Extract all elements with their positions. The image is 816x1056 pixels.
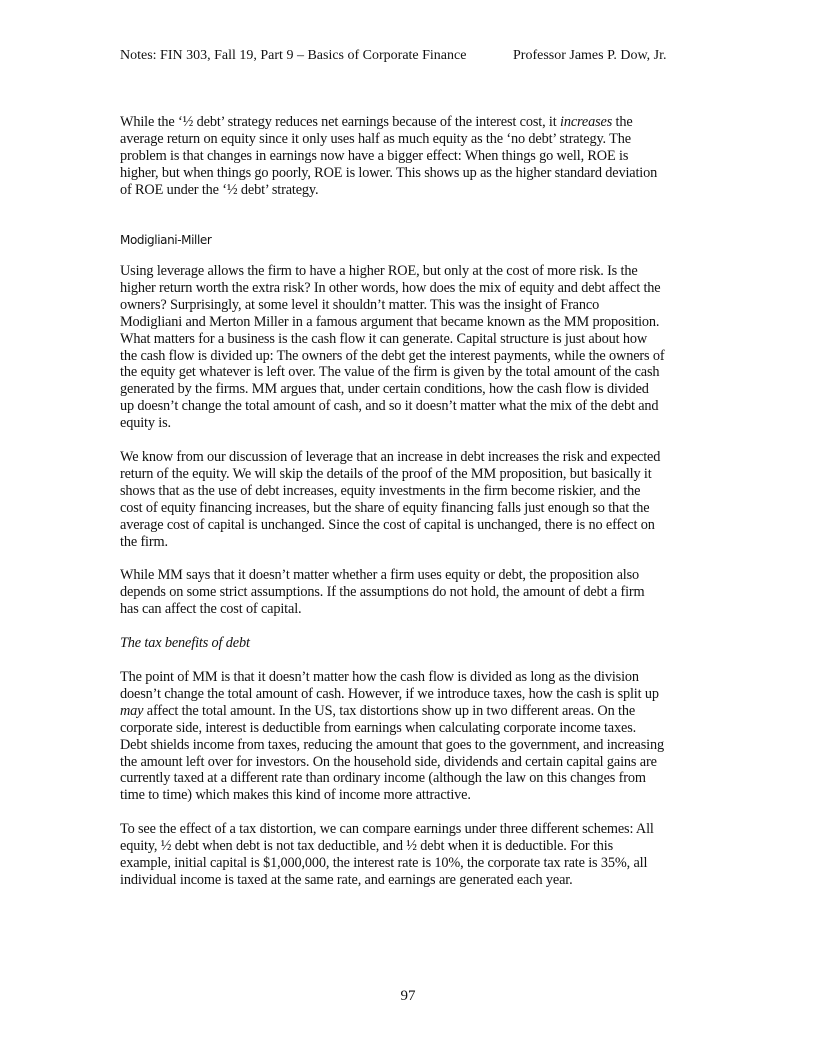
text-run: higher return worth the extra risk? In other words, how does the mix of equity and debt affect the (120, 279, 661, 296)
italic-text: may (120, 702, 144, 719)
italic-text: increases (560, 114, 613, 130)
text-line (120, 165, 657, 182)
text-run: Modigliani and Merton Miller in a famous argument that became known as the MM proposition. (120, 313, 660, 330)
text-run: the firm. (120, 533, 168, 550)
text-line (120, 567, 645, 584)
text-line (120, 601, 645, 618)
text-run: cost of equity financing increases, but the share of equity financing falls just enough so that the (120, 499, 650, 516)
text-run: equity, ½ debt when debt is not tax deductible, and ½ debt when it is deductible. For this (120, 837, 614, 854)
text-run: We know from our discussion of leverage that an increase in debt increases the risk and expected (120, 449, 661, 465)
text-line (120, 263, 664, 280)
text-line (120, 348, 664, 365)
text-line (120, 449, 660, 466)
text-line (120, 297, 664, 314)
text-line (120, 754, 664, 771)
text-line (120, 517, 660, 534)
text-line (120, 737, 664, 754)
text-run: individual income is taxed at the same rate, and earnings are generated each year. (120, 871, 573, 888)
text-line (120, 534, 660, 551)
text-run: up doesn’t change the total amount of cash, and so it doesn’t matter what the mix of the debt and (120, 398, 659, 415)
text-line (120, 483, 660, 500)
section-heading (120, 232, 211, 249)
text-run: Using leverage allows the firm to have a higher ROE, but only at the cost of more risk. Is the (120, 263, 638, 279)
paragraph (120, 114, 657, 199)
text-line (120, 855, 654, 872)
text-run: the equity get whatever is left over. The value of the firm is given by the total amount of the cash (120, 364, 660, 381)
text-run: return of the equity. We will skip the details of the proof of the MM proposition, but basically it (120, 465, 652, 482)
text-run: generated by the firms. MM argues that, under certain conditions, how the cash flow is divided (120, 381, 649, 398)
text-line (120, 280, 664, 297)
text-run: What matters for a business is the cash flow it can generate. Capital structure is just about how (120, 330, 647, 347)
text-run: of ROE under the ‘½ debt’ strategy. (120, 181, 319, 198)
paragraph (120, 669, 664, 804)
text-line (120, 821, 654, 838)
text-run: depends on some strict assumptions. If the assumptions do not hold, the amount of debt a firm (120, 583, 645, 600)
text-line (120, 131, 657, 148)
header-author: Professor James P. Dow, Jr. (513, 48, 667, 63)
text-run: higher, but when things go poorly, ROE is lower. This shows up as the higher standard deviation (120, 164, 658, 181)
text-run: To see the effect of a tax distortion, we can compare earnings under three different schemes: All (120, 821, 654, 837)
text-run: Modigliani-Miller (120, 233, 212, 247)
text-run: the cash flow is divided up: The owners of the debt get the interest payments, while the owners of (120, 347, 665, 364)
text-line (120, 398, 664, 415)
text-line (120, 331, 664, 348)
text-run: average cost of capital is unchanged. Since the cost of capital is unchanged, there is no effect on (120, 516, 655, 533)
text-run: currently taxed at a different rate than ordinary income (although the law on this changes from (120, 770, 646, 787)
text-line (120, 232, 211, 249)
text-run: problem is that changes in earnings now have a bigger effect: When things go well, ROE is (120, 147, 629, 164)
text-run: has can affect the cost of capital. (120, 600, 302, 617)
text-run: Debt shields income from taxes, reducing the amount that goes to the government, and increasing (120, 736, 664, 753)
subsection-heading (120, 635, 250, 652)
italic-text: The tax benefits of debt (120, 635, 250, 651)
paragraph (120, 263, 664, 432)
text-line (120, 872, 654, 889)
text-line (120, 364, 664, 381)
text-line (120, 770, 664, 787)
text-line (120, 669, 664, 686)
text-run: time to time) which makes this kind of income more attractive. (120, 787, 471, 804)
text-line (120, 584, 645, 601)
running-header (120, 48, 667, 64)
text-line (120, 182, 657, 199)
text-line (120, 381, 664, 398)
text-line (120, 686, 664, 703)
text-run: shows that as the use of debt increases, equity investments in the firm become riskier, and the (120, 482, 641, 499)
text-line (120, 838, 654, 855)
header-course-title: Notes: FIN 303, Fall 19, Part 9 – Basics of Corporate Finance (120, 48, 467, 63)
text-line (120, 314, 664, 331)
text-run: the amount left over for investors. On the household side, dividends and certain capital gains are (120, 753, 657, 770)
text-line (120, 787, 664, 804)
paragraph (120, 567, 645, 618)
paragraph (120, 821, 654, 889)
text-run: the (612, 114, 633, 130)
text-line (120, 635, 250, 652)
text-line (120, 415, 664, 432)
text-run: owners? Surprisingly, at some level it shouldn’t matter. This was the insight of Franco (120, 296, 600, 313)
paragraph (120, 449, 660, 550)
text-run: affect the total amount. In the US, tax distortions show up in two different areas. On the (143, 702, 636, 719)
text-run: doesn’t change the total amount of cash. However, if we introduce taxes, how the cash is split up (120, 685, 659, 702)
text-run: equity is. (120, 415, 171, 432)
text-line (120, 703, 664, 720)
text-line (120, 114, 657, 131)
text-run: While MM says that it doesn’t matter whether a firm uses equity or debt, the proposition also (120, 567, 640, 583)
text-run: corporate side, interest is deductible from earnings when calculating corporate income taxes. (120, 719, 637, 736)
text-run: average return on equity since it only uses half as much equity as the ‘no debt’ strategy. The (120, 130, 631, 147)
text-line (120, 148, 657, 165)
text-line (120, 720, 664, 737)
page-number: 97 (400, 988, 416, 1004)
text-run: The point of MM is that it doesn’t matter how the cash flow is divided as long as the division (120, 669, 639, 685)
text-run: While the ‘½ debt’ strategy reduces net earnings because of the interest cost, it (120, 114, 560, 130)
text-run: example, initial capital is $1,000,000, the interest rate is 10%, the corporate tax rate is 35%, all (120, 854, 648, 871)
text-line (120, 466, 660, 483)
text-line (120, 500, 660, 517)
